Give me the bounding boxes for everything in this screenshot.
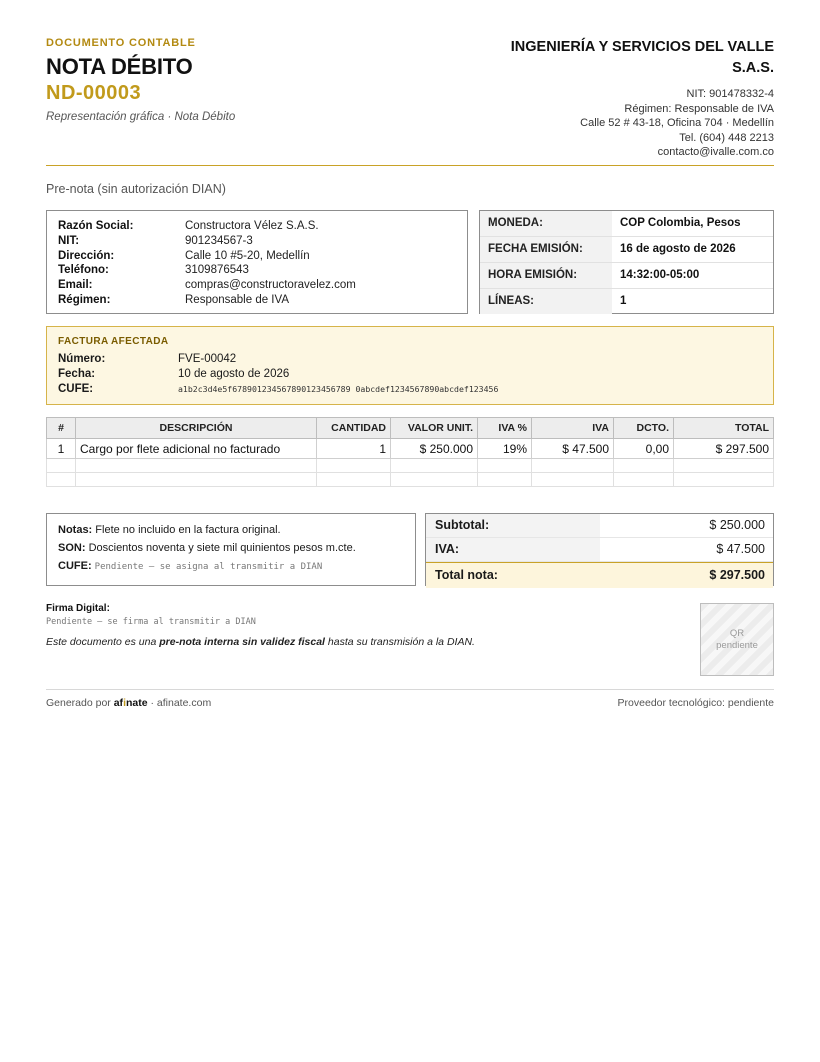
fiscal-disclaimer bbox=[46, 636, 774, 648]
item-ivap: 19% bbox=[478, 439, 532, 459]
item-unit: $ 250.000 bbox=[391, 439, 478, 459]
items-header-row bbox=[47, 418, 774, 439]
meta-fecha: 16 de agosto de 2026 bbox=[620, 243, 736, 255]
totals-box bbox=[425, 513, 774, 586]
prenota-status: Pre-nota (sin autorización DIAN) bbox=[46, 182, 226, 196]
signature-title: Firma Digital: bbox=[46, 603, 110, 614]
document-identity bbox=[46, 37, 235, 123]
client-box bbox=[46, 210, 468, 314]
brand-logo bbox=[114, 697, 148, 709]
meta-hora-label: HORA EMISIÓN: bbox=[480, 263, 612, 288]
table-row bbox=[47, 439, 774, 459]
client-regimen: Responsable de IVA bbox=[185, 293, 289, 306]
company-address: Calle 52 # 43-18, Oficina 704 · Medellín bbox=[580, 117, 774, 129]
item-total: $ 297.500 bbox=[674, 439, 774, 459]
affected-invoice-title: FACTURA AFECTADA bbox=[58, 336, 169, 347]
notes-text: Flete no incluido en la factura original. bbox=[95, 524, 281, 536]
signature-value: Pendiente — se firma al transmitir a DIAN bbox=[46, 617, 256, 627]
meta-lineas: 1 bbox=[620, 295, 627, 307]
company-regimen: Régimen: Responsable de IVA bbox=[624, 102, 774, 115]
client-nit: 901234567-3 bbox=[185, 234, 253, 247]
generated-pre: Generado por bbox=[46, 697, 114, 709]
item-num: 1 bbox=[47, 439, 76, 459]
meta-lineas-row bbox=[480, 289, 773, 314]
tech-provider: Proveedor tecnológico: pendiente bbox=[617, 697, 774, 709]
affected-numero-label: Número: bbox=[58, 353, 106, 365]
iva-row bbox=[426, 538, 773, 562]
client-telefono-label: Teléfono: bbox=[58, 264, 109, 277]
company-nit: NIT: 901478332-4 bbox=[686, 88, 774, 100]
affected-numero-row bbox=[58, 352, 762, 367]
notes-label: Notas: bbox=[58, 524, 93, 536]
client-razon-label: Razón Social: bbox=[58, 220, 134, 232]
col-ivap: IVA % bbox=[478, 418, 532, 439]
client-telefono: 3109876543 bbox=[185, 264, 249, 277]
client-nit-row bbox=[58, 234, 456, 249]
item-iva: $ 47.500 bbox=[532, 439, 614, 459]
total-value: $ 297.500 bbox=[709, 568, 765, 582]
total-row bbox=[426, 562, 773, 588]
client-email-label: Email: bbox=[58, 279, 93, 292]
summary-row bbox=[46, 513, 774, 587]
disclaimer-bold: pre-nota interna sin validez fiscal bbox=[159, 636, 325, 648]
affected-cufe-row bbox=[58, 382, 762, 397]
col-num: # bbox=[47, 418, 76, 439]
meta-lineas-label: LÍNEAS: bbox=[480, 289, 612, 314]
qr-placeholder bbox=[700, 603, 774, 676]
affected-cufe: a1b2c3d4e5f678901234567890123456789 0abcdef1234567890abcdef123456 bbox=[178, 383, 499, 394]
generated-by bbox=[46, 697, 211, 709]
notes-line bbox=[58, 521, 404, 539]
document-meta-box bbox=[479, 210, 774, 314]
client-razon: Constructora Vélez S.A.S. bbox=[185, 220, 319, 232]
col-dcto: DCTO. bbox=[614, 418, 674, 439]
qr-label: QR bbox=[729, 627, 745, 639]
son-text: Doscientos noventa y siete mil quinientos pesos m.cte. bbox=[88, 542, 356, 554]
generated-post: · afinate.com bbox=[147, 697, 212, 709]
brand-b: nate bbox=[125, 697, 148, 709]
document-header bbox=[46, 0, 774, 166]
iva-value: $ 47.500 bbox=[716, 542, 765, 556]
subtotal-row bbox=[426, 514, 773, 538]
affected-fecha: 10 de agosto de 2026 bbox=[178, 367, 290, 380]
disclaimer-post: hasta su transmisión a la DIAN. bbox=[324, 636, 475, 648]
col-qty: CANTIDAD bbox=[317, 418, 391, 439]
iva-label: IVA: bbox=[426, 538, 600, 561]
disclaimer-pre: Este documento es una bbox=[46, 636, 160, 648]
meta-moneda-label: MONEDA: bbox=[480, 211, 612, 236]
meta-hora: 14:32:00-05:00 bbox=[620, 269, 700, 281]
notes-cufe-label: CUFE: bbox=[58, 560, 92, 572]
affected-fecha-row bbox=[58, 367, 762, 382]
son-label: SON: bbox=[58, 542, 86, 554]
client-email-row bbox=[58, 278, 456, 293]
meta-moneda-row bbox=[480, 211, 773, 237]
affected-numero: FVE-00042 bbox=[178, 353, 237, 365]
col-total: TOTAL bbox=[674, 418, 774, 439]
company-phone: Tel. (604) 448 2213 bbox=[679, 131, 774, 144]
client-nit-label: NIT: bbox=[58, 234, 80, 247]
col-unit: VALOR UNIT. bbox=[391, 418, 478, 439]
notes-box bbox=[46, 513, 416, 586]
meta-hora-row bbox=[480, 263, 773, 289]
client-direccion: Calle 10 #5-20, Medellín bbox=[185, 249, 310, 262]
notes-cufe: Pendiente — se asigna al transmitir a DIAN bbox=[94, 562, 323, 572]
subtotal-label: Subtotal: bbox=[426, 514, 600, 537]
affected-cufe-label: CUFE: bbox=[58, 382, 94, 395]
document-title: NOTA DÉBITO bbox=[46, 54, 193, 79]
affected-invoice-box bbox=[46, 326, 774, 405]
document-kind: DOCUMENTO CONTABLE bbox=[46, 37, 196, 49]
qr-status: pendiente bbox=[716, 639, 758, 651]
items-table bbox=[46, 417, 774, 487]
client-regimen-label: Régimen: bbox=[58, 293, 111, 306]
client-direccion-row bbox=[58, 249, 456, 264]
client-regimen-row bbox=[58, 293, 456, 308]
total-label: Total nota: bbox=[426, 563, 600, 588]
empty-row bbox=[47, 459, 774, 473]
item-qty: 1 bbox=[317, 439, 391, 459]
company-email: contacto@ivalle.com.co bbox=[657, 146, 774, 158]
document-subtitle: Representación gráfica · Nota Débito bbox=[46, 111, 236, 123]
info-row bbox=[46, 210, 774, 316]
meta-moneda: COP Colombia, Pesos bbox=[620, 217, 741, 229]
notes-cufe-line bbox=[58, 557, 404, 576]
subtotal-value: $ 250.000 bbox=[709, 518, 765, 532]
meta-fecha-label: FECHA EMISIÓN: bbox=[480, 237, 612, 262]
page-footer bbox=[46, 689, 774, 709]
company-name: INGENIERÍA Y SERVICIOS DEL VALLE S.A.S. bbox=[510, 39, 774, 76]
item-desc: Cargo por flete adicional no facturado bbox=[76, 439, 317, 459]
item-dcto: 0,00 bbox=[614, 439, 674, 459]
document-number: ND-00003 bbox=[46, 82, 142, 104]
client-email: compras@constructoravelez.com bbox=[185, 279, 356, 292]
col-desc: DESCRIPCIÓN bbox=[76, 418, 317, 439]
signature-section bbox=[46, 603, 774, 683]
client-direccion-label: Dirección: bbox=[58, 249, 115, 262]
col-iva: IVA bbox=[532, 418, 614, 439]
brand-dot: i bbox=[123, 697, 126, 709]
brand-a: af bbox=[113, 697, 124, 709]
meta-fecha-row bbox=[480, 237, 773, 263]
client-razon-row bbox=[58, 219, 456, 234]
affected-fecha-label: Fecha: bbox=[58, 367, 96, 380]
client-telefono-row bbox=[58, 263, 456, 278]
company-info bbox=[474, 37, 774, 160]
empty-row bbox=[47, 473, 774, 487]
son-line bbox=[58, 539, 404, 557]
